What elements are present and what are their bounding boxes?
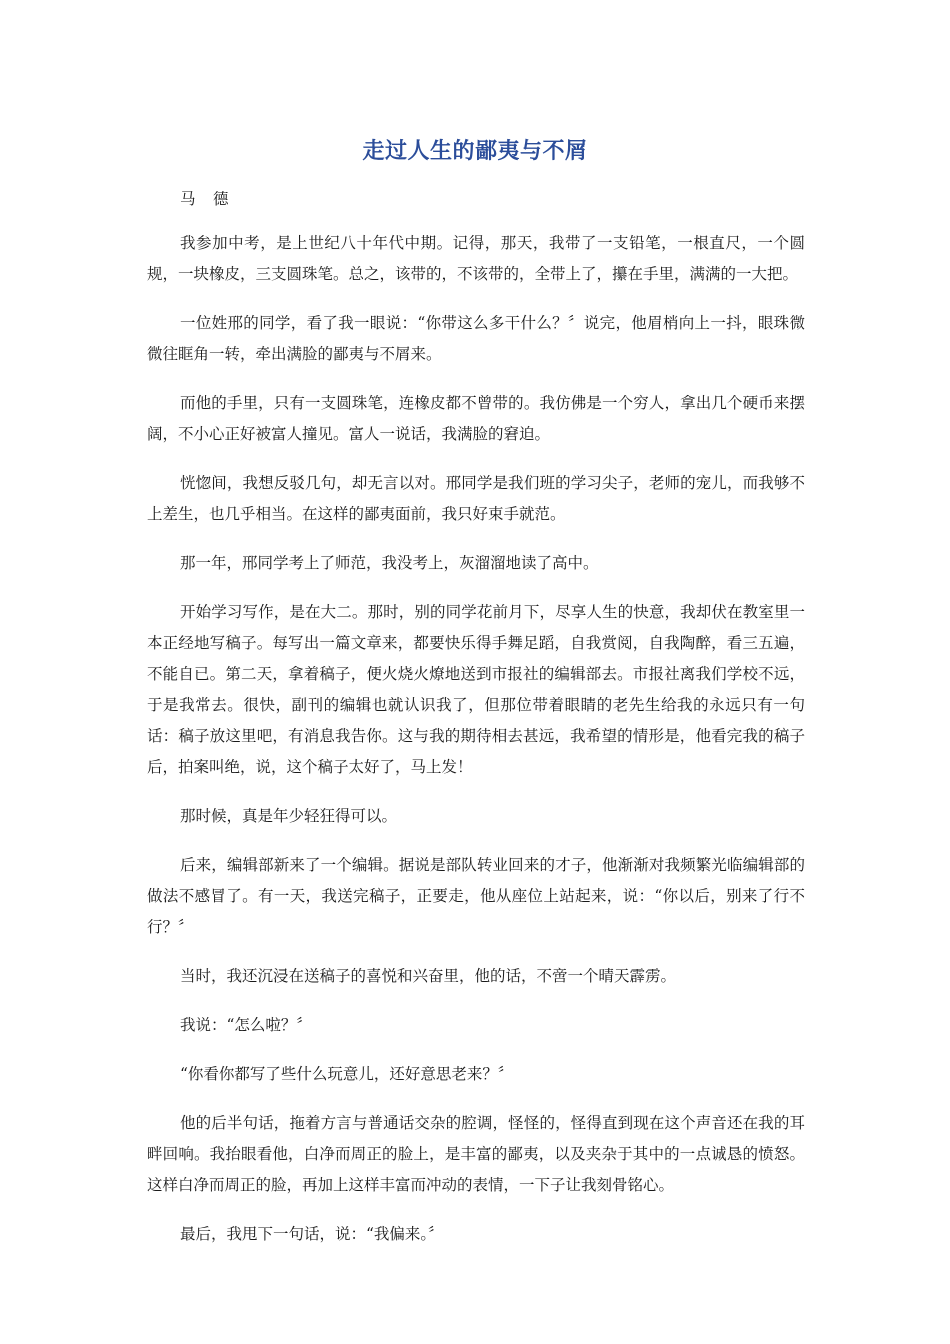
paragraph: 开始学习写作，是在大二。那时，别的同学花前月下，尽享人生的快意，我却伏在教室里一本正经地写稿子。每写出一篇文章来，都要快乐得手舞足蹈，自我赏阅，自我陶醉，看三五遍，不能自已。第二天，拿着稿子，便火烧火燎地送到市报社的编辑部去。市报社离我们学校不远，于是我常去。很快，副刊的编辑也就认识我了，但那位带着眼睛的老先生给我的永远只有一句话：稿子放这里吧，有消息我告你。这与我的期待相去甚远，我希望的情形是，他看完我的稿子后，拍案叫绝，说，这个稿子太好了，马上发！ [147,603,805,776]
paragraph: 那时候，真是年少轻狂得可以。 [180,807,398,825]
paragraph: 我参加中考，是上世纪八十年代中期。记得，那天，我带了一支铅笔，一根直尺，一个圆规，一块橡皮，三支圆珠笔。总之，该带的，不该带的，全带上了，攥在手里，满满的一大把。 [147,234,805,283]
paragraph: 当时，我还沉浸在送稿子的喜悦和兴奋里，他的话，不啻一个晴天霹雳。 [180,967,677,985]
paragraph: 恍惚间，我想反驳几句，却无言以对。邢同学是我们班的学习尖子，老师的宠儿，而我够不上差生，也几乎相当。在这样的鄙夷面前，我只好束手就范。 [147,474,805,523]
paragraph: 后来，编辑部新来了一个编辑。据说是部队转业回来的才子，他渐渐对我频繁光临编辑部的做法不感冒了。有一天，我送完稿子，正要走，他从座位上站起来，说：“你以后，别来了行不行？〞 [147,856,805,936]
paragraph: 他的后半句话，拖着方言与普通话交杂的腔调，怪怪的，怪得直到现在这个声音还在我的耳畔回响。我抬眼看他，白净而周正的脸上，是丰富的鄙夷，以及夹杂于其中的一点诚恳的愤怒。这样白净而周正的脸，再加上这样丰富而冲动的表情，一下子让我刻骨铭心。 [147,1114,805,1194]
paragraph: 我说：“怎么啦？〞 [180,1016,312,1034]
paragraph: 一位姓邢的同学，看了我一眼说：“你带这么多干什么？〞说完，他眉梢向上一抖，眼珠微微往眶角一转，牵出满脸的鄙夷与不屑来。 [147,314,805,363]
paragraph: 那一年，邢同学考上了师范，我没考上，灰溜溜地读了高中。 [180,554,599,572]
author-name: 马 德 [180,190,230,208]
article-body [147,228,805,1268]
paragraph: 而他的手里，只有一支圆珠笔，连橡皮都不曾带的。我仿佛是一个穷人，拿出几个硬币来摆阔，不小心正好被富人撞见。富人一说话，我满脸的窘迫。 [147,394,805,443]
article-title: 走过人生的鄙夷与不屑 [362,139,588,164]
paragraph: 最后，我甩下一句话，说：“我偏来。〞 [180,1225,444,1243]
paragraph: “你看你都写了些什么玩意儿，还好意思老来？〞 [180,1065,514,1083]
